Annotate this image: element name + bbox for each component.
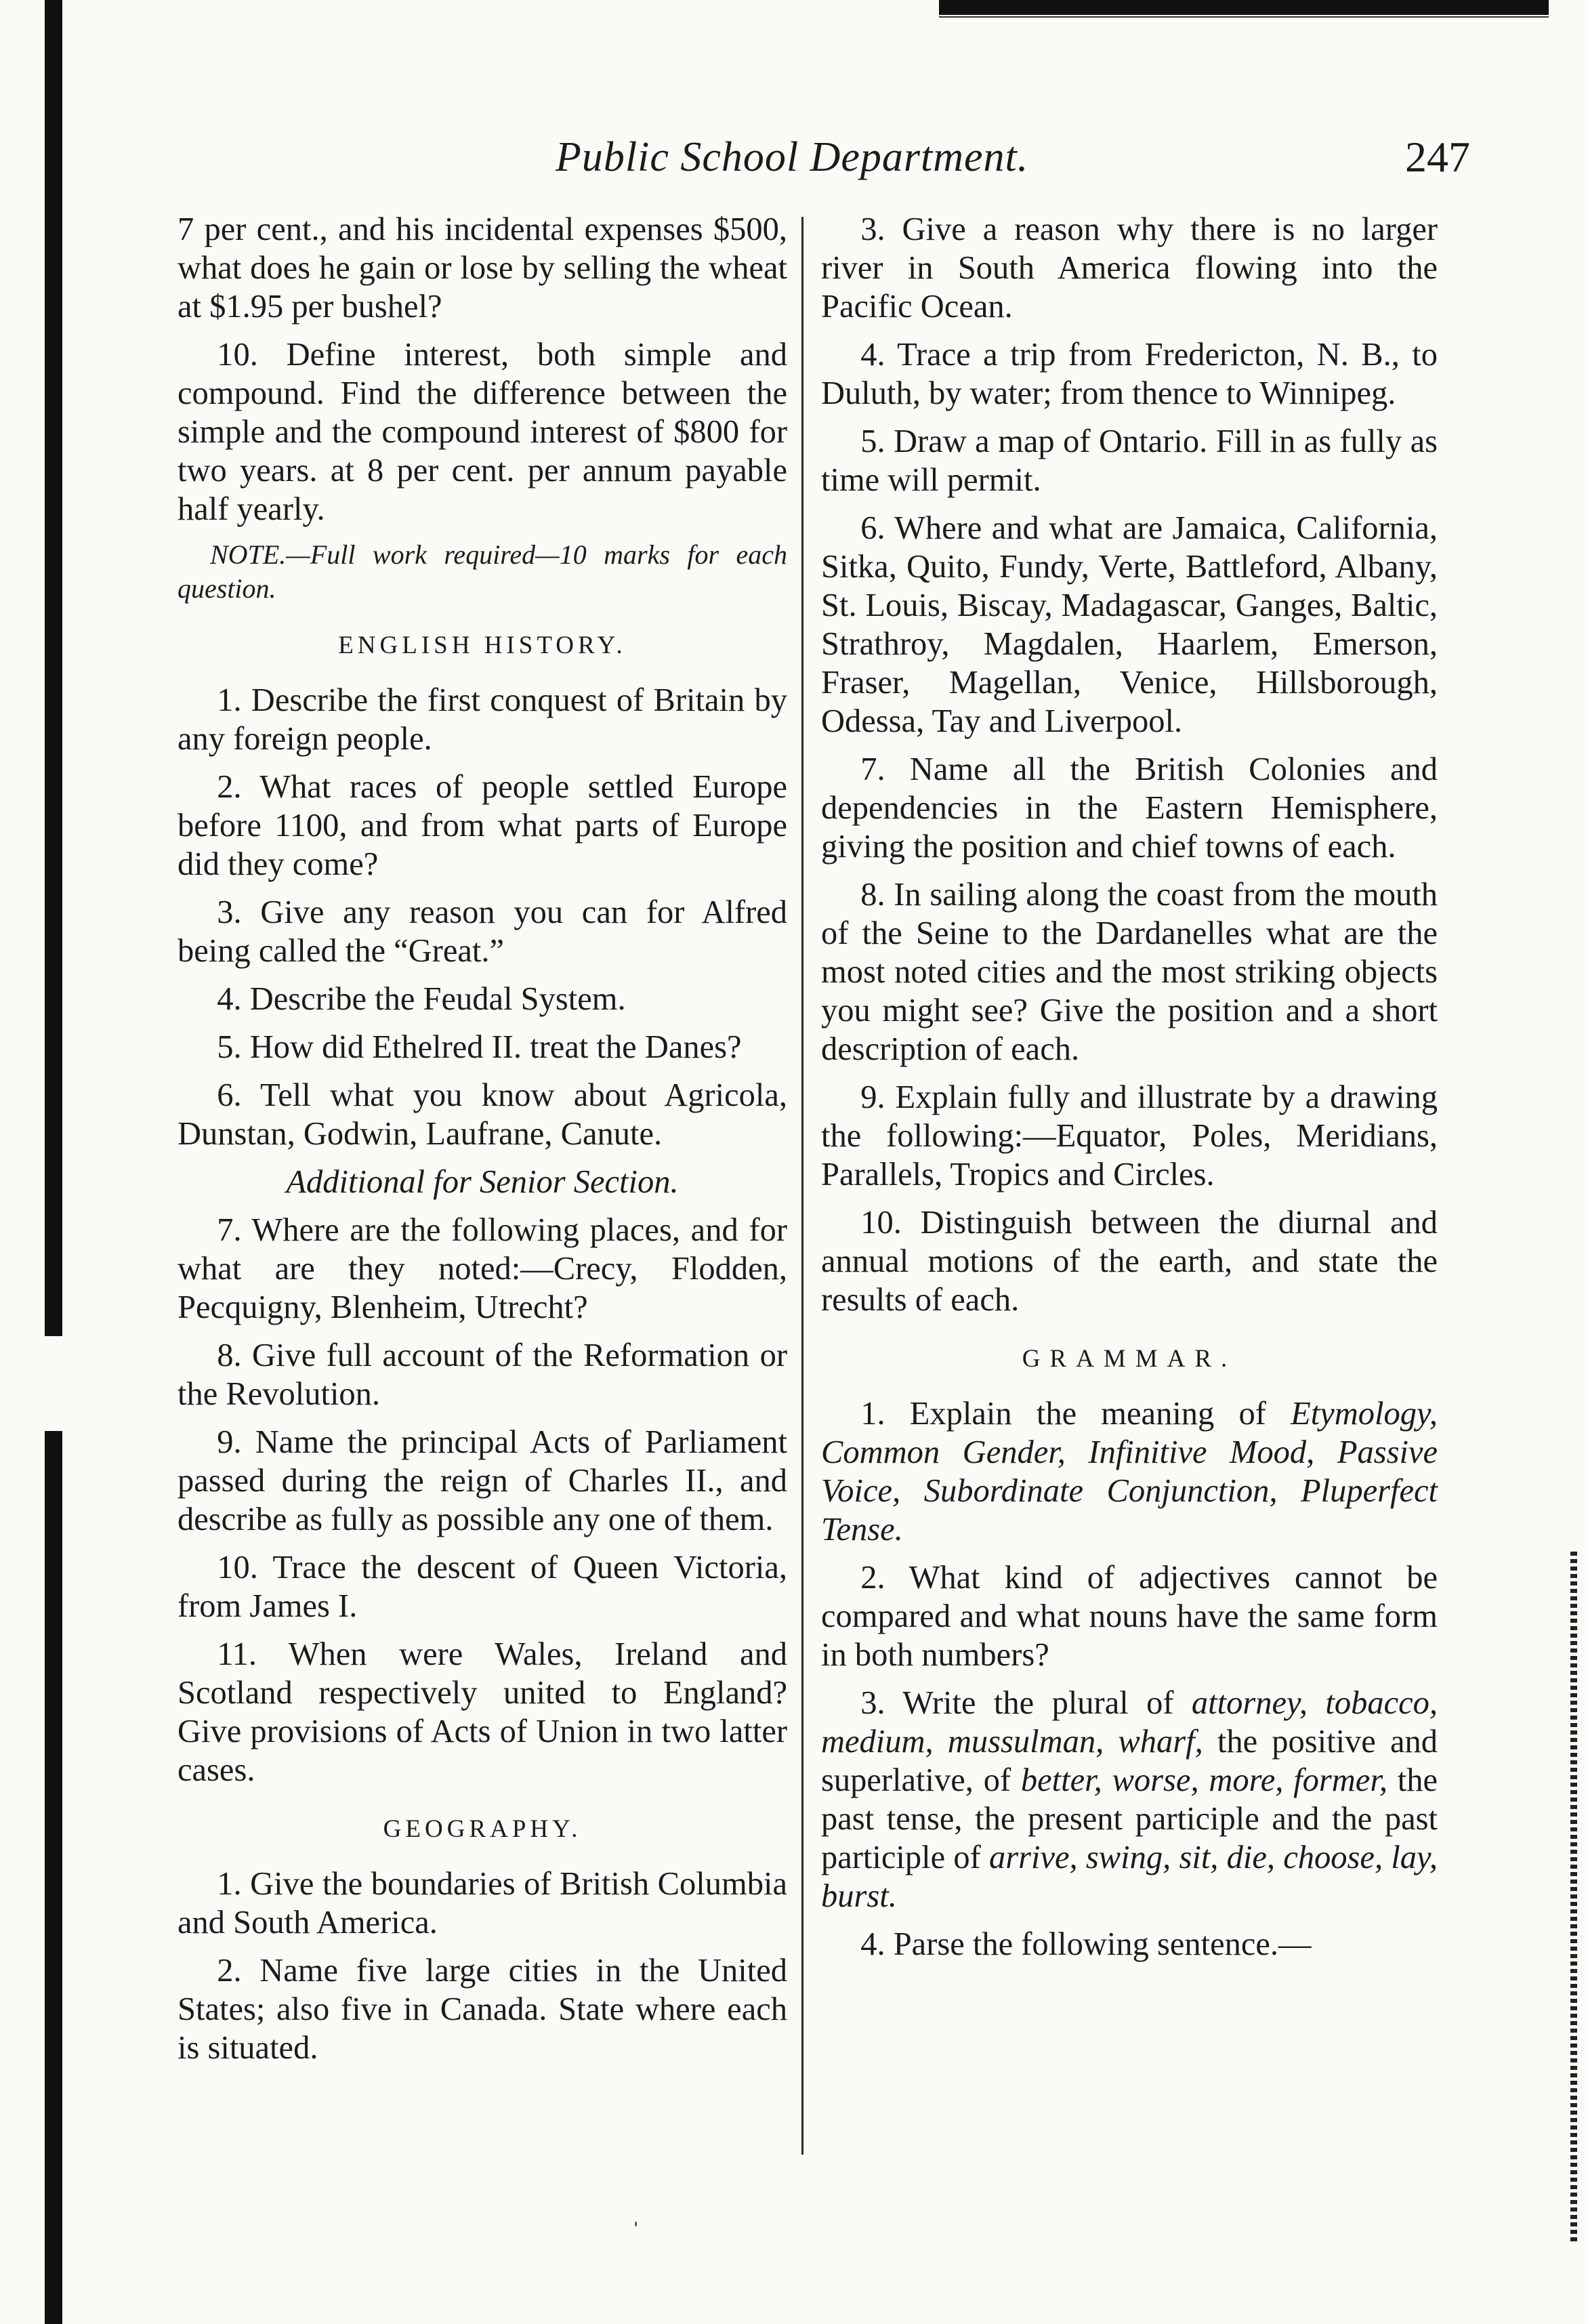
subheading-senior-section: Additional for Senior Section. bbox=[286, 1164, 679, 1200]
grammar-question-2: 2. What kind of adjectives cannot be compared and what nouns have the same form in both numbers? bbox=[821, 1560, 1438, 1673]
history-question-1: 1. Describe the first conquest of Britain by any foreign people. bbox=[177, 682, 787, 757]
arithmetic-question-9-continuation: 7 per cent., and his incidental expenses $500, what does he gain or lose by selling the wheat at $1.95 per bushel? bbox=[177, 211, 787, 325]
grammar-question-3-text-3: the past tense, the present participle and the past participle of bbox=[821, 1762, 1438, 1875]
history-question-11: 11. When were Wales, Ireland and Scotland respectively united to England? Give provisions of Acts of Union in two latter cases. bbox=[177, 1636, 787, 1788]
history-question-8: 8. Give full account of the Reformation or the Revolution. bbox=[177, 1337, 787, 1412]
grammar-question-3-text: 3. Write the plural of bbox=[860, 1685, 1192, 1721]
history-question-9: 9. Name the principal Acts of Parliament passed during the reign of Charles II., and describe as fully as possible any one of them. bbox=[177, 1424, 787, 1537]
page-number: 247 bbox=[1405, 133, 1470, 181]
history-question-2: 2. What races of people settled Europe before 1100, and from what parts of Europe did they come? bbox=[177, 769, 787, 882]
grammar-question-4: 4. Parse the following sentence.— bbox=[860, 1926, 1312, 1962]
geography-question-8: 8. In sailing along the coast from the mouth of the Seine to the Dardanelles what are the most noted cities and the most striking objects you might see? Give the position and a short description of each. bbox=[821, 877, 1438, 1067]
geography-question-6: 6. Where and what are Jamaica, California, Sitka, Quito, Fundy, Verte, Battleford, Albany, St. Louis, Biscay, Madagascar, Ganges, Baltic, Strathroy, Magdalen, Haarlem, Emerson, Fraser, Magellan, Venice, Hillsborough, Odessa, Tay and Liverpool. bbox=[821, 510, 1438, 739]
grammar-question-3 bbox=[821, 1684, 1438, 1915]
column-divider bbox=[801, 217, 803, 2155]
geography-question-9: 9. Explain fully and illustrate by a drawing the following:—Equator, Poles, Meridians, Parallels, Tropics and Circles. bbox=[821, 1079, 1438, 1192]
running-title: Public School Department. bbox=[556, 134, 1029, 180]
top-rule-thin bbox=[939, 16, 1549, 18]
history-question-3: 3. Give any reason you can for Alfred being called the “Great.” bbox=[177, 894, 787, 969]
geography-question-1: 1. Give the boundaries of British Columbia and South America. bbox=[177, 1866, 787, 1941]
geography-question-2: 2. Name five large cities in the United States; also five in Canada. State where each is situated. bbox=[177, 1953, 787, 2066]
left-column bbox=[177, 210, 787, 2077]
geography-question-4: 4. Trace a trip from Fredericton, N. B., to Duluth, by water; from thence to Winnipeg. bbox=[821, 337, 1438, 411]
section-heading-english-history: ENGLISH HISTORY. bbox=[338, 631, 627, 659]
geography-question-5: 5. Draw a map of Ontario. Fill in as fully as time will permit. bbox=[821, 423, 1438, 498]
geography-question-3: 3. Give a reason why there is no larger river in South America flowing into the Pacific Ocean. bbox=[821, 211, 1438, 325]
grammar-question-1 bbox=[821, 1394, 1438, 1549]
history-question-10: 10. Trace the descent of Queen Victoria, from James I. bbox=[177, 1550, 787, 1624]
geography-question-7: 7. Name all the British Colonies and dependencies in the Eastern Hemisphere, giving the position and chief towns of each. bbox=[821, 751, 1438, 865]
history-question-4: 4. Describe the Feudal System. bbox=[217, 981, 626, 1017]
history-question-7: 7. Where are the following places, and for what are they noted:—Crecy, Flodden, Pecquigny, Blenheim, Utrecht? bbox=[177, 1212, 787, 1325]
grammar-question-1-text: 1. Explain the meaning of bbox=[860, 1396, 1291, 1432]
grammar-question-3-plural-words: attorney, tobacco, medium, mussulman, wharf, bbox=[821, 1685, 1438, 1760]
section-heading-grammar: GRAMMAR. bbox=[1022, 1345, 1237, 1373]
print-speck: ˌ bbox=[631, 2196, 641, 2226]
binding-edge-bar bbox=[45, 0, 62, 2324]
top-rule-thick bbox=[939, 0, 1549, 15]
arithmetic-note: NOTE.—Full work required—10 marks for each question. bbox=[177, 539, 787, 604]
right-edge-marks bbox=[1570, 1552, 1577, 2243]
binding-edge-gap bbox=[45, 1336, 62, 1431]
arithmetic-question-10: 10. Define interest, both simple and compound. Find the difference between the simple and the compound interest of $800 for two years. at 8 per cent. per annum payable half yearly. bbox=[177, 337, 787, 527]
history-question-6: 6. Tell what you know about Agricola, Dunstan, Godwin, Laufrane, Canute. bbox=[177, 1077, 787, 1152]
history-question-5: 5. How did Ethelred II. treat the Danes? bbox=[217, 1029, 742, 1065]
right-column bbox=[821, 210, 1438, 1973]
grammar-question-3-text-2: the positive and superlative, of bbox=[821, 1724, 1438, 1798]
grammar-question-3-comparison-words: better, worse, more, former, bbox=[1020, 1762, 1387, 1798]
geography-question-10: 10. Distinguish between the diurnal and annual motions of the earth, and state the results of each. bbox=[821, 1205, 1438, 1318]
grammar-question-3-verbs: arrive, swing, sit, die, choose, lay, burst. bbox=[821, 1840, 1438, 1914]
section-heading-geography: GEOGRAPHY. bbox=[383, 1815, 582, 1843]
grammar-question-1-terms: Etymology, Common Gender, Infinitive Mood, Passive Voice, Subordinate Conjunction, Pluperfect Tense. bbox=[821, 1396, 1438, 1548]
